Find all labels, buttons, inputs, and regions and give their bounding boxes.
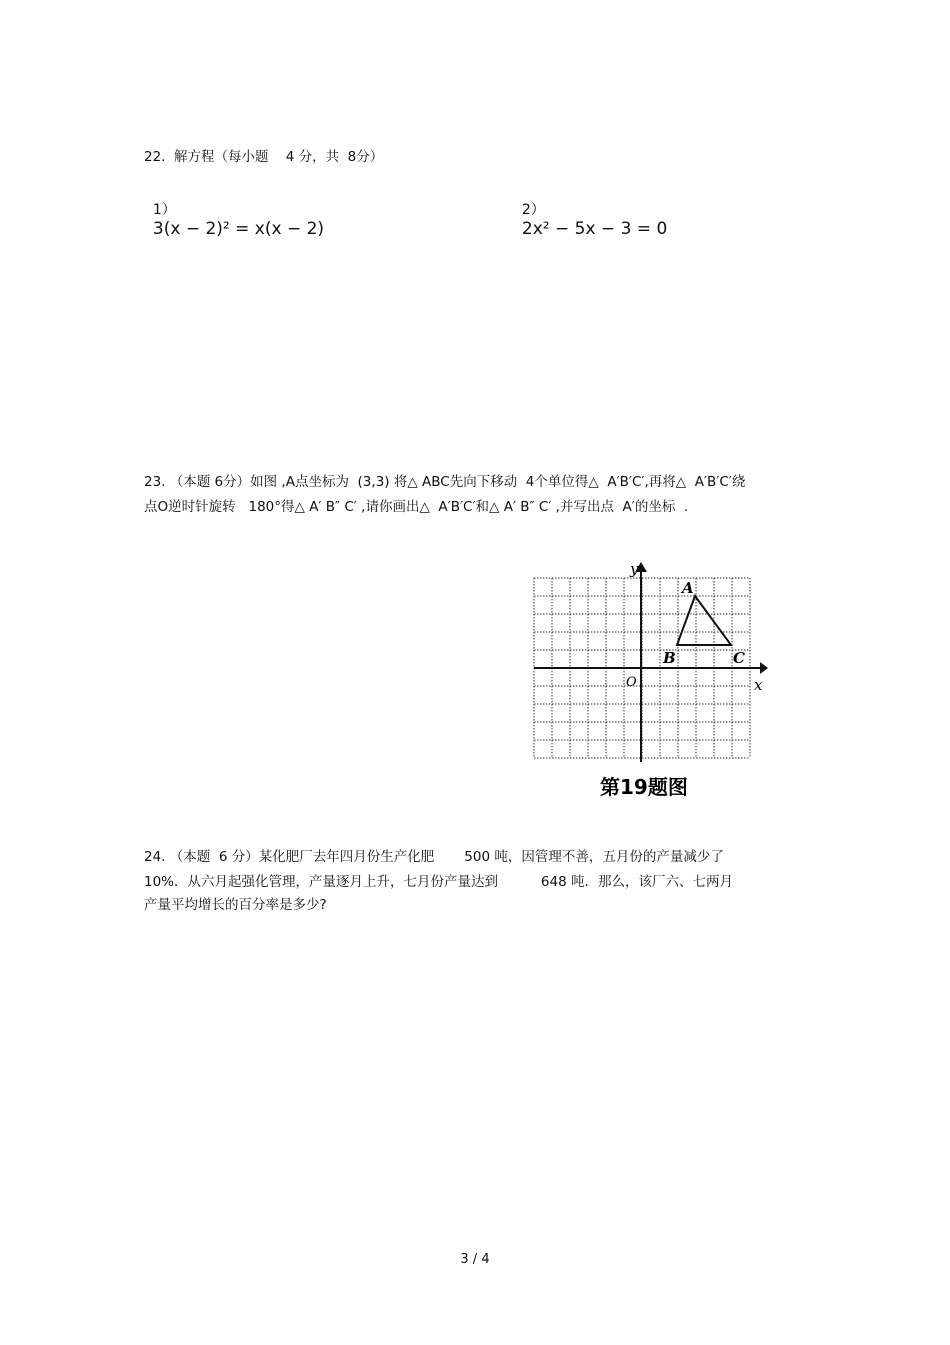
y-axis-label: y	[630, 560, 639, 578]
point-a-label: A	[682, 579, 694, 597]
question-23-line-1: 23. （本题 6分）如图 ,A点坐标为 (3,3) 将△ ABC先向下移动 4个单位得△ A′B′C′,再将△ A′B′C′绕	[144, 474, 746, 490]
triangle-abc	[677, 596, 731, 645]
question-24-line-1: 24. （本题 6 分）某化肥厂去年四月份生产化肥 500 吨，因管理不善，五月份的产量减少了	[144, 849, 724, 865]
equation-1	[144, 183, 324, 239]
equation-2-expression: 2x² − 5x − 3 = 0	[521, 219, 668, 239]
point-b-label: B	[663, 649, 676, 667]
point-c-label: C	[733, 649, 745, 667]
x-axis-arrow	[760, 662, 768, 674]
equation-2-number: 2）	[521, 202, 545, 218]
x-axis-label: x	[754, 676, 763, 694]
coordinate-grid-figure	[528, 556, 768, 806]
page-number: 3 / 4	[460, 1252, 490, 1267]
origin-label: O	[626, 675, 637, 690]
question-24-line-3: 产量平均增长的百分率是多少?	[144, 897, 327, 913]
equation-1-expression: 3(x − 2)² = x(x − 2)	[152, 219, 325, 239]
equation-2	[513, 183, 667, 239]
equation-1-number: 1）	[152, 202, 176, 218]
question-22-heading: 22. 解方程（每小题 4 分，共 8分）	[144, 149, 384, 165]
question-24-line-2: 10%．从六月起强化管理，产量逐月上升，七月份产量达到 648 吨．那么，该厂六、七两月	[144, 874, 733, 890]
question-23-line-2: 点O逆时针旋转 180°得△ A′ B″ C′ ,请你画出△ A′B′C′和△ A′ B″ C′ ,并写出点 A′的坐标 .	[144, 499, 689, 515]
figure-caption: 第19题图	[600, 775, 688, 799]
